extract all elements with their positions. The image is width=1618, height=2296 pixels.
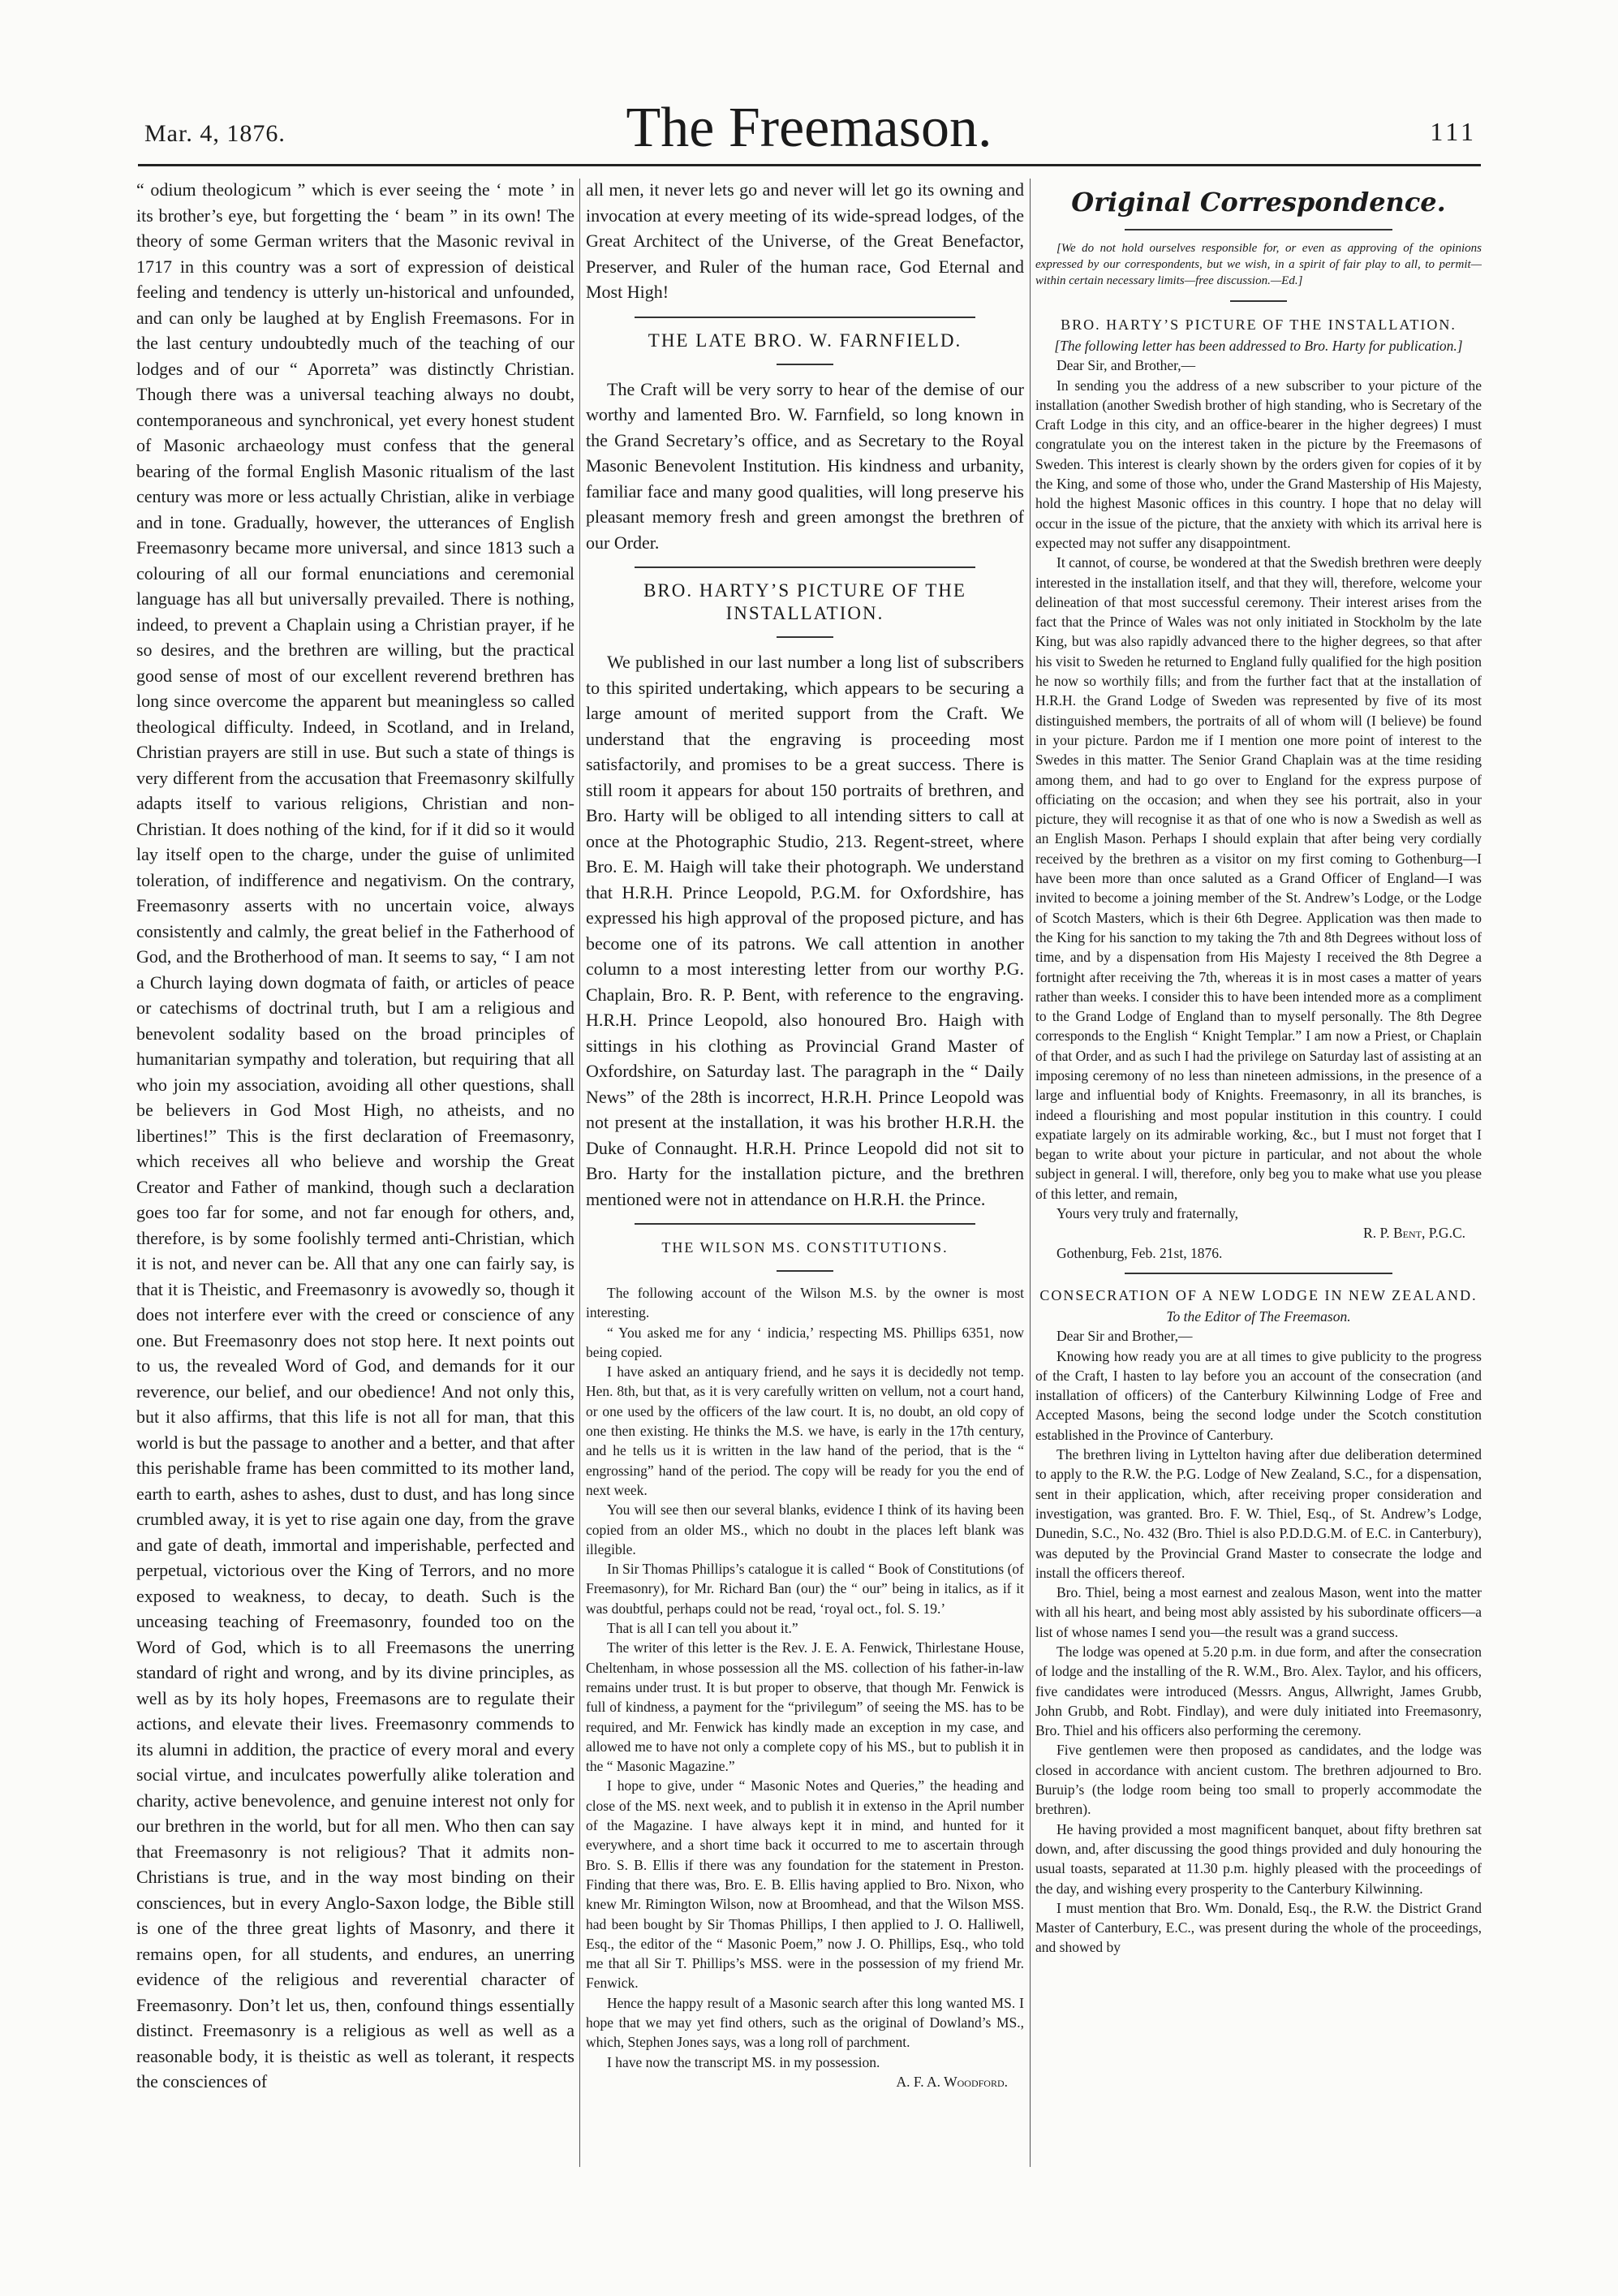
letter-signature: R. P. Bent, P.G.C. xyxy=(1363,1225,1465,1242)
section-divider xyxy=(635,566,975,568)
editorial-disclaimer: [We do not hold ourselves responsible for, or even as approving of the opinions expressed by our correspondents, but we wish, in a spirit of fair play to all, to permit—within certain necessary limits—free discussion.—Ed.] xyxy=(1035,242,1482,287)
wilson-paragraph: That is all I can tell you about it.” xyxy=(607,1620,798,1637)
heading-rule xyxy=(777,636,833,638)
issue-date: Mar. 4, 1876. xyxy=(144,120,286,147)
nz-paragraph: Knowing how ready you are at all times to give publicity to the progress of the Craft, I hasten to lay before you an account of the consecration (and installation of officers) of the Canterbury Kilwinning Lodge of Free and Accepted Masons, being the second lodge under the Scotch constitution established in the Province of Canterbury. xyxy=(1035,1347,1482,1443)
nz-lodge-heading: CONSECRATION OF A NEW LODGE IN NEW ZEALAND. xyxy=(1039,1286,1478,1303)
column-2 xyxy=(586,177,1024,2173)
nz-paragraph: He having provided a most magnificent banquet, about fifty brethren sat down, and, after discussing the good things provided and duly honouring the usual toasts, separated at 11.30 p.m. highly pleased with the proceedings of the day, and wishing every prosperity to the Canterbury Kilwinning. xyxy=(1035,1820,1482,1897)
wilson-paragraph: The writer of this letter is the Rev. J. E. A. Fenwick, Thirlestane House, Cheltenham, in whose possession all the MS. collection of his father-in-law remains under trust. It is but proper to observe, that though Mr. Fenwick is full of kindness, a payment for the “privilegum” of seeing the MS. has to be required, and Mr. Fenwick has kindly made an exception in my case, and allowed me to have not only a complete copy of his MS., but to publish it in the “ Masonic Magazine.” xyxy=(586,1639,1024,1775)
correspondence-section-title: Original Correspondence. xyxy=(1071,187,1446,218)
letter-closing: Yours very truly and fraternally, xyxy=(1056,1205,1239,1222)
wilson-paragraph: You will see then our several blanks, evidence I think of its having been copied from an older MS., which no doubt in the places left blank was illegible. xyxy=(586,1501,1024,1557)
harty-letter-note: [The following letter has been addressed to Bro. Harty for publication.] xyxy=(1054,338,1463,354)
masthead-rule xyxy=(138,164,1481,166)
section-divider xyxy=(635,317,975,318)
wilson-paragraph: I have now the transcript MS. in my possession. xyxy=(607,2053,880,2070)
nz-paragraph: The brethren living in Lyttelton having after due deliberation determined to apply to the R.W. the P.G. Lodge of New Zealand, S.C., for a dispensation, sent in their application, which, after receiving proper consideration and investigation, was granted. Bro. F. W. Thiel, Esq., of St. Andrew’s Lodge, Dunedin, S.C., No. 432 (Bro. Thiel is also P.D.D.G.M. of E.C. in Canterbury), was deputed by the Provincial Grand Master to consecrate the lodge and install the officers thereof. xyxy=(1035,1446,1482,1581)
harty-letter-heading: BRO. HARTY’S PICTURE OF THE INSTALLATION. xyxy=(1061,317,1457,333)
column-1 xyxy=(136,177,574,2173)
wilson-signature: A. F. A. Woodford. xyxy=(896,2073,1008,2090)
article-continuation-end: all men, it never lets go and never will let go its owning and invocation at every meeting of its wide-spread lodges, of the Great Architect of the Universe, of the Great Benefactor, Preserver, and Ruler of the human race, God Eternal and Most High! xyxy=(586,179,1024,302)
wilson-paragraph: I hope to give, under “ Masonic Notes and Queries,” the heading and close of the MS. next week, and to publish it in extenso in the April number of the Magazine. I have always kept it in mind, and hunted for it everywhere, and a short time back it occurred to me to ascertain through Bro. S. B. Ellis if there was any foundation for the statement in Preston. Finding that there was, Bro. E. B. Ellis having applied to Bro. Nixon, who knew Mr. Rimington Wilson, now at Broomhead, and that the Wilson MSS. had been bought by Sir Thomas Phillips, I then applied to J. O. Halliwell, Esq., the editor of the “ Masonic Poem,” now J. O. Phillips, Esq., who told me that all Sir T. Phillips’s MSS. were in the possession of my friend Mr. Fenwick. xyxy=(586,1777,1024,1992)
nz-paragraph: Bro. Thiel, being a most earnest and zealous Mason, went into the matter with all his heart, and being most ably assisted by his subordinate officers—a list of whose names I send you—the result was a grand success. xyxy=(1035,1584,1482,1640)
wilson-paragraph: Hence the happy result of a Masonic search after this long wanted MS. I hope that we may yet find others, such as the original of Dowland’s MS., which, Stephen Jones says, was a long roll of parchment. xyxy=(586,1994,1024,2051)
nz-salutation: Dear Sir and Brother,— xyxy=(1056,1328,1193,1345)
section-divider xyxy=(1125,229,1392,230)
article-continuation: “ odium theologicum ” which is ever seeing the ‘ mote ’ in its brother’s eye, but forgetting the ‘ beam ” in its own! The theory of some German writers that the Masonic revival in 1717 in this country was a sort of expression of deistical feeling and tendency is utterly un-historical and unfounded, and can only be laughed at by English Freemasons. For in the last century undoubtedly much of the teaching of our lodges and of our “ Aporreta” was distinctly Christian. Though there was a universal teaching always no doubt, contemporaneous and synchronical, yet every honest student of Masonic archaeology must confess that the general bearing of the formal English Masonic ritualism of the last century was more or less actually Christian, alike in verbiage and in tone. Gradually, however, the utterances of English Freemasonry became more universal, and since 1813 such a colouring of all our formal enunciations and ceremonial language has all but universally prevailed. There is nothing, indeed, to prevent a Chaplain using a Christian prayer, if he so desires, and the brethren are willing, but the practical good sense of most of our excellent reverend brethren has long since overcome the apparent but meaningless so called theological difficulty. Indeed, in Scotland, and in Ireland, Christian prayers are still in use. But such a state of things is very different from the accusation that Freemasonry skilfully adapts itself to various religions, Christian and non-Christian. It does nothing of the kind, for if it did so it would lay itself open to the charge, under the guise of unlimited toleration, of indifference and negativism. On the contrary, Freemasonry asserts with no uncertain voice, always consistently and calmly, the great belief in the Fatherhood of God, and the Brotherhood of man. It seems to say, “ I am not a Church laying down dogmata of faith, or articles of peace or catechisms of doctrinal truth, but I am a religious and benevolent sodality based on the broad principles of humanitarian sympathy and toleration, but requiring that all who join my association, avoiding all other questions, shall be believers in God Most High, no atheists, and no libertines!” This is the first declaration of Freemasonry, which receives all who believe and worship the Great Creator and Father of mankind, though such a declaration goes too far for some, and not far enough for others, and, therefore, is by some foolishly termed anti-Christian, which it is not, and never can be. All that any one can fairly say, is that it is Theistic, and Freemasonry is avowedly so, though it does not interfere ever with the creed or conscience of any one. But Freemasonry does not stop here. It next points out to us, the revealed Word of God, and demands for it our reverence, our belief, and our obedience! And not only this, but it also affirms, that this life is not all for man, that this world is but the passage to another and a better, and that after this perishable frame has been committed to its mother land, earth to earth, ashes to ashes, dust to dust, and has long since crumbled away, it is yet to rise again one day, from the grave and gate of death, immortal and imperishable, perfected and perpetual, victorious over the King of Terrors, and no more exposed to weakness, to decay, to death. Such is the unceasing teaching of Freemasonry, founded too on the Word of God, which is to all Freemasons the unerring standard of right and wrong, and by its divine principles, as well as by its holy hopes, Freemasons are to regulate their actions, and elevate their lives. Freemasonry commends to its alumni in addition, the practice of every moral and every social virtue, and inculcates powerfully alike toleration and charity, active benevolence, and genuine interest not only for our brethren in the world, but for all men. Who then can say that Freemasonry is not religious? That it admits non-Christians is true, and in the way most binding on their consciences, but in every Anglo-Saxon lodge, the Bible still is one of the three great lights of Masonry, and there it remains open, for all students, and endures, an unerring evidence of the religious and reverential character of Freemasonry. Don’t let us, then, confound things essentially distinct. Freemasonry is a religious as well as well as a reasonable body, it is theistic as well as tolerant, it respects the consciences of xyxy=(136,179,574,2091)
section-divider xyxy=(1125,1273,1392,1274)
column-3 xyxy=(1035,177,1482,2173)
column-rule-1 xyxy=(579,179,580,2167)
letter-paragraph: It cannot, of course, be wondered at that the Swedish brethren were deeply interested in the installation itself, and that they will, therefore, welcome your delineation of that most successful ceremony. Their interest arises from the fact that the Prince of Wales was not only initiated in Stockholm by the late King, but was also rapidly advanced there to the higher degrees, so that after his visit to Sweden he returned to England fully qualified for the high position he now so worthily fills; and from the further fact that at the installation of H.R.H. the Grand Lodge of Sweden was represented by five of its most distinguished members, the portraits of all of whom will (I believe) be found in your picture. Pardon me if I mention one more point of interest to the Swedes in this matter. The Senior Grand Chaplain was at the time residing among them, and had to go over to England for the express purpose of officiating on the occasion; and when they see his portrait, also in your picture, they will recognise it as that of one who is now a Swedish as well as an English Mason. Perhaps I should explain that after being very cordially received by the brethren as a visitor on my first coming to Gothenburg—I have been more than once saluted as a Grand Officer of England—I was invited to become a joining member of the St. Andrew’s Lodge, or the Lodge of Scotch Masters, which is their 6th Degree. Application was then made to the King for his sanction to my taking the 7th and 8th Degrees without loss of time, and by a dispensation from His Majesty I received the 8th Degree a fortnight after receiving the 7th, whereas it is in most cases a matter of years rather than weeks. I consider this to have been intended more as a compliment to the Grand Lodge of England than to myself personally. The 8th Degree corresponds to the English “ Knight Templar.” I am now a Priest, or Chaplain of that Order, and as such I had the privilege on Saturday last of assisting at an imposing ceremony of no less than nineteen admissions, in the presence of a large and influential body of Knights. Freemasonry, in all its branches, is indeed a flourishing and most popular institution in this country. I could expatiate largely on its admirable working, &c., but I must not forget that I began to write about your picture in particular, and not about the whole subject in general. I will, therefore, only beg you to make what use you please of this letter, and remain, xyxy=(1035,554,1482,1202)
nz-addressee: To the Editor of The Freemason. xyxy=(1166,1307,1351,1325)
heading-rule xyxy=(777,1270,833,1272)
column-rule-2 xyxy=(1030,179,1031,2167)
nz-paragraph: Five gentlemen were then proposed as candidates, and the lodge was closed in accordance with ancient custom. The brethren adjourned to Bro. Buruip’s (the lodge room being too small to properly accommodate the brethren). xyxy=(1035,1742,1482,1818)
letter-salutation: Dear Sir, and Brother,— xyxy=(1056,357,1196,374)
wilson-paragraph: I have asked an antiquary friend, and he says it is decidedly not temp. Hen. 8th, but that, as it is very carefully written on vellum, not a court hand, or one used by the officers of the law court. It is, no doubt, an old copy of one then existing. He thinks the M.S. we have, is early in the 17th century, and he tells us it is written in the law hand of the period, that is the “ engrossing” hand of the period. The copy will be ready for you the end of next week. xyxy=(586,1363,1024,1498)
harty-picture-heading: BRO. HARTY’S PICTURE OF THE INSTALLATION. xyxy=(643,580,966,623)
section-divider xyxy=(635,1223,975,1225)
heading-rule xyxy=(777,364,833,365)
newspaper-title: The Freemason. xyxy=(626,97,992,159)
wilson-ms-heading: THE WILSON MS. CONSTITUTIONS. xyxy=(661,1239,949,1256)
farnfield-body: The Craft will be very sorry to hear of the demise of our worthy and lamented Bro. W. Farnfield, so long known in the Grand Secretary’s office, and as Secretary to the Royal Masonic Benevolent Institution. His kindness and urbanity, familiar face and many good qualities, will long preserve his pleasant memory fresh and green amongst the brethren of our Order. xyxy=(586,378,1024,553)
harty-picture-body: We published in our last number a long list of subscribers to this spirited undertaking, which appears to be securing a large amount of merited support from the Craft. We understand that the engraving is proceeding most satisfactorily, and promises to be a great success. There is still room it appears for about 150 portraits of brethren, and Bro. Harty will be obliged to all intending sitters to call at once at the Photographic Studio, 213. Regent-street, where Bro. E. M. Haigh will take their photograph. We understand that H.R.H. Prince Leopold, P.G.M. for Oxfordshire, has expressed his high approval of the proposed picture, and has become one of its patrons. We call attention in another column to a most interesting letter from our worthy P.G. Chaplain, Bro. R. P. Bent, with reference to the engraving. H.R.H. Prince Leopold, also honoured Bro. Haigh with sittings in his clothing as Provincial Grand Master of Oxfordshire, on Saturday last. The paragraph in the “ Daily News” of the 28th is incorrect, H.R.H. Prince Leopold was not present at the installation, it was his brother H.R.H. the Duke of Connaught. H.R.H. Prince Leopold did not sit to Bro. Harty for the installation picture, and the brethren mentioned were not in attendance on H.R.H. the Prince. xyxy=(586,652,1024,1209)
wilson-paragraph: “ You asked me for any ‘ indicia,’ respecting MS. Phillips 6351, now being copied. xyxy=(586,1324,1024,1360)
farnfield-heading: THE LATE BRO. W. FARNFIELD. xyxy=(648,330,962,351)
letter-place-date: Gothenburg, Feb. 21st, 1876. xyxy=(1056,1244,1223,1261)
wilson-paragraph: In Sir Thomas Phillips’s catalogue it is called “ Book of Constitutions (of Freemasonry), for Mr. Richard Ban (our) the “ our” being in italics, as if it was doubtful, perhaps could not be read, ‘royal oct., fol. S. 19.’ xyxy=(586,1561,1024,1617)
page-number: 111 xyxy=(1430,117,1477,146)
wilson-paragraph: The following account of the Wilson M.S. by the owner is most interesting. xyxy=(586,1285,1024,1321)
nz-paragraph: I must mention that Bro. Wm. Donald, Esq., the R.W. the District Grand Master of Canterbury, E.C., was present during the whole of the proceedings, and showed by xyxy=(1035,1899,1482,1956)
letter-paragraph: In sending you the address of a new subscriber to your picture of the installation (another Swedish brother of high standing, who is Secretary of the Craft Lodge in this city, and an office-bearer in the higher degrees) I must congratulate you on the interest taken in the picture by the Freemasons of Sweden. This interest is clearly shown by the orders given for copies of it by the King, and some of those who, under the Grand Mastership of His Majesty, hold the highest Masonic offices in this country. I hope that no delay will occur in the issue of the picture, that the anxiety with which its arrival here is expected may not suffer any disappointment. xyxy=(1035,377,1482,551)
nz-paragraph: The lodge was opened at 5.20 p.m. in due form, and after the consecration of lodge and the installing of the R. W.M., Bro. Alex. Taylor, and his officers, five candidates were introduced (Messrs. Angus, Allwright, James Grubb, John Grubb, and Robt. Findlay), and were duly initiated into Freemasonry, Bro. Thiel and his officers also performing the ceremony. xyxy=(1035,1643,1482,1739)
section-divider xyxy=(1230,300,1287,302)
